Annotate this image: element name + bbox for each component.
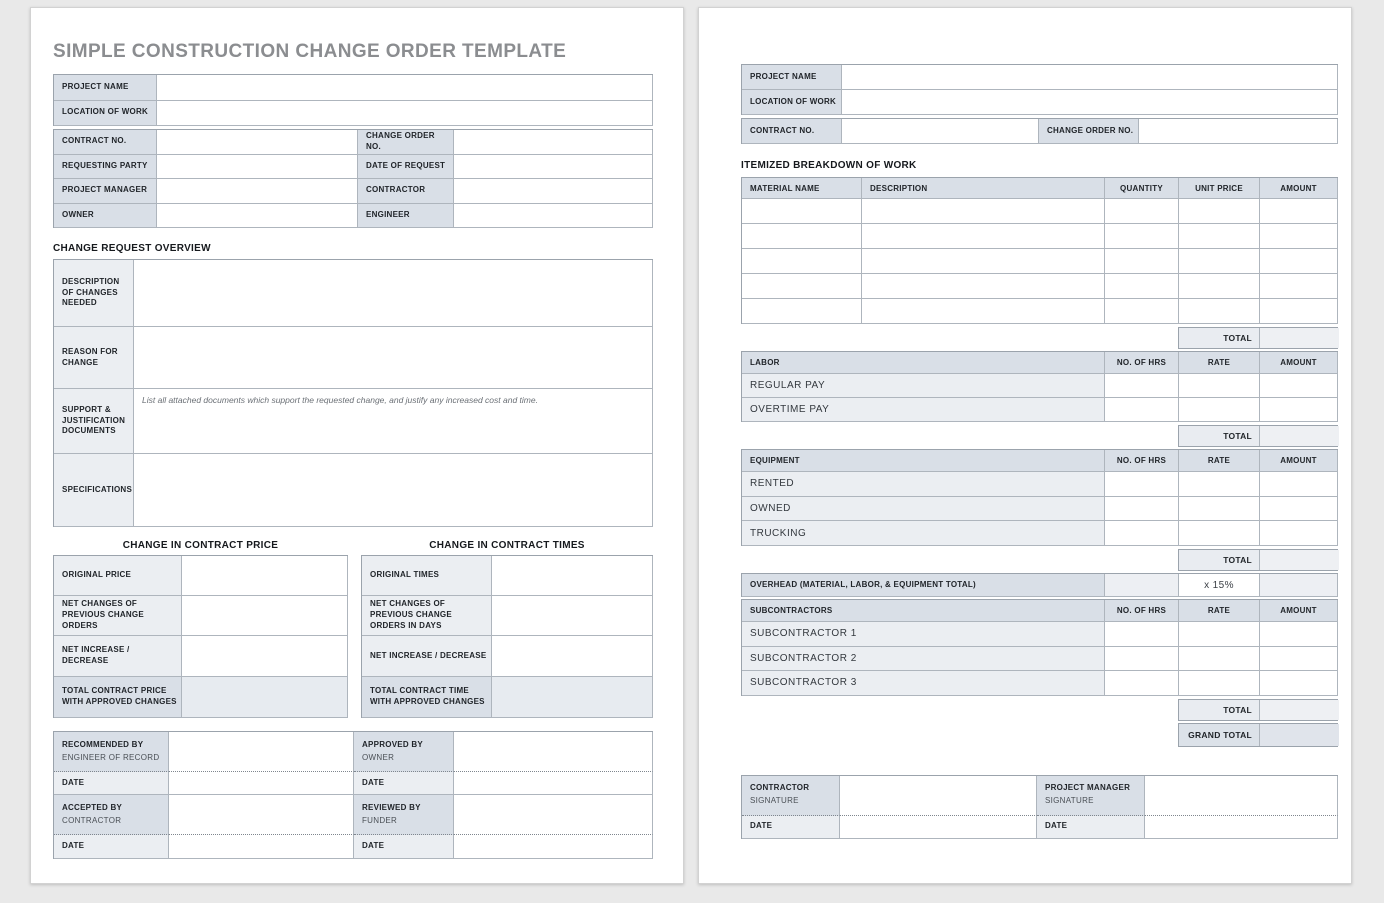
row-label: OWNED (742, 497, 1105, 522)
label-cell: RECOMMENDED BY ENGINEER OF RECORD (54, 732, 169, 772)
input-cell-grand-total[interactable] (1260, 724, 1339, 746)
column-header: QUANTITY (1105, 178, 1179, 199)
section-header: LABOR (742, 352, 1105, 374)
document-page-2 (698, 7, 1352, 884)
input-cell-labor-total[interactable] (1260, 426, 1339, 446)
label-cell: NET CHANGES OF PREVIOUS CHANGE ORDERS (54, 596, 182, 636)
label-cell: CONTRACTOR (358, 179, 454, 204)
input-cell[interactable] (1179, 224, 1260, 249)
change-request-overview-table (53, 259, 653, 527)
row-label: SUBCONTRACTOR 2 (742, 647, 1105, 672)
column-header: NO. OF HRS (1105, 352, 1179, 374)
input-cell[interactable] (1179, 299, 1260, 324)
input-cell[interactable] (1105, 299, 1179, 324)
input-cell[interactable] (1179, 647, 1260, 672)
input-cell-total-contract-time[interactable] (492, 677, 653, 718)
input-cell-contract-no[interactable] (157, 130, 358, 155)
input-cell-original-times[interactable] (492, 556, 653, 596)
label-cell: DATE (54, 835, 169, 859)
section-heading-change-in-contract-price: CHANGE IN CONTRACT PRICE (122, 540, 279, 551)
input-cell-subcontractors-total[interactable] (1260, 700, 1339, 720)
input-cell[interactable] (1260, 622, 1338, 647)
input-cell-date-of-request[interactable] (454, 155, 653, 180)
input-cell-net-increase-times[interactable] (492, 636, 653, 677)
label-cell: PROJECT NAME (54, 75, 157, 101)
section-heading-change-in-contract-times: CHANGE IN CONTRACT TIMES (429, 540, 585, 551)
column-header: RATE (1179, 352, 1260, 374)
total-label: TOTAL (1179, 550, 1260, 570)
label-cell: NET INCREASE / DECREASE (54, 636, 182, 677)
label-cell: APPROVED BY OWNER (354, 732, 454, 772)
input-cell-description-of-changes[interactable] (134, 260, 653, 327)
input-cell[interactable] (742, 199, 862, 224)
input-cell[interactable] (1179, 497, 1260, 522)
column-header: MATERIAL NAME (742, 178, 862, 199)
input-cell-total-contract-price[interactable] (182, 677, 348, 718)
input-cell[interactable] (742, 249, 862, 274)
input-cell[interactable] (1179, 671, 1260, 696)
label-cell: CONTRACTOR SIGNATURE (742, 776, 840, 816)
label-cell: REASON FOR CHANGE (54, 327, 134, 389)
label-cell: LOCATION OF WORK (742, 90, 842, 115)
input-cell[interactable] (1260, 497, 1338, 522)
label-cell: CHANGE ORDER NO. (1039, 119, 1139, 144)
input-cell-owner[interactable] (157, 204, 358, 229)
input-cell-date[interactable] (169, 772, 354, 795)
column-header: RATE (1179, 600, 1260, 622)
column-header: DESCRIPTION (862, 178, 1105, 199)
input-cell[interactable] (862, 224, 1105, 249)
overhead-row (741, 573, 1338, 597)
column-header: UNIT PRICE (1179, 178, 1260, 199)
label-cell: LOCATION OF WORK (54, 101, 157, 127)
grand-total-row (1178, 723, 1338, 747)
input-cell[interactable] (862, 274, 1105, 299)
label-cell: REQUESTING PARTY (54, 155, 157, 180)
input-cell-recommended-by-signature[interactable] (169, 732, 354, 772)
label-cell: CONTRACT NO. (54, 130, 157, 155)
input-cell-engineer[interactable] (454, 204, 653, 229)
labor-total-row (1178, 425, 1338, 447)
input-cell-date[interactable] (169, 835, 354, 859)
label-cell: OWNER (54, 204, 157, 229)
column-header: AMOUNT (1260, 600, 1338, 622)
input-cell[interactable] (1179, 199, 1260, 224)
input-cell[interactable] (1105, 472, 1179, 497)
input-cell[interactable] (1179, 374, 1260, 398)
input-cell-contract-no[interactable] (842, 119, 1039, 144)
input-cell[interactable] (1260, 299, 1338, 324)
input-cell-reason-for-change[interactable] (134, 327, 653, 389)
input-cell[interactable] (1260, 521, 1338, 546)
subcontractors-total-row (1178, 699, 1338, 721)
input-cell-net-increase-price[interactable] (182, 636, 348, 677)
equipment-total-row (1178, 549, 1338, 571)
contract-info-table (53, 129, 653, 228)
column-header: NO. OF HRS (1105, 600, 1179, 622)
label-cell: DATE (742, 816, 840, 839)
input-cell-requesting-party[interactable] (157, 155, 358, 180)
input-cell-change-order-no[interactable] (454, 130, 653, 155)
input-cell-change-order-no[interactable] (1139, 119, 1338, 144)
contract-info-table (741, 118, 1338, 144)
input-cell-accepted-by-signature[interactable] (169, 795, 354, 835)
label-cell: PROJECT MANAGER (54, 179, 157, 204)
input-cell[interactable] (1105, 374, 1179, 398)
label-cell: CONTRACT NO. (742, 119, 842, 144)
materials-total-row (1178, 327, 1338, 349)
input-cell[interactable] (862, 249, 1105, 274)
section-header: EQUIPMENT (742, 450, 1105, 472)
input-cell[interactable] (1260, 647, 1338, 672)
label-cell: NET CHANGES OF PREVIOUS CHANGE ORDERS IN DAYS (362, 596, 492, 636)
input-cell[interactable] (1179, 249, 1260, 274)
input-cell[interactable] (742, 274, 862, 299)
contract-price-table (53, 555, 348, 718)
label-cell: TOTAL CONTRACT TIME WITH APPROVED CHANGES (362, 677, 492, 718)
total-label: TOTAL (1179, 426, 1260, 446)
label-cell: CHANGE ORDER NO. (358, 130, 454, 155)
label-cell: DATE (54, 772, 169, 795)
label-cell: OVERHEAD (MATERIAL, LABOR, & EQUIPMENT TOTAL) (742, 574, 1105, 597)
input-cell-reviewed-by-signature[interactable] (454, 795, 653, 835)
document-page-1 (30, 7, 684, 884)
input-cell-overhead-amount[interactable] (1260, 574, 1338, 597)
row-label: RENTED (742, 472, 1105, 497)
input-cell[interactable] (1105, 622, 1179, 647)
input-cell[interactable] (1105, 671, 1179, 696)
input-cell[interactable] (1260, 398, 1338, 422)
label-cell: ACCEPTED BY CONTRACTOR (54, 795, 169, 835)
column-header: AMOUNT (1260, 178, 1338, 199)
input-cell[interactable] (1105, 398, 1179, 422)
input-cell-equipment-total[interactable] (1260, 550, 1339, 570)
approvals-signature-table (53, 731, 653, 859)
input-cell[interactable] (1260, 249, 1338, 274)
input-cell[interactable] (1260, 224, 1338, 249)
input-cell[interactable] (1179, 622, 1260, 647)
input-cell[interactable] (862, 299, 1105, 324)
column-header: RATE (1179, 450, 1260, 472)
label-cell: ORIGINAL TIMES (362, 556, 492, 596)
column-header: AMOUNT (1260, 450, 1338, 472)
input-cell[interactable] (1260, 472, 1338, 497)
input-cell-materials-total[interactable] (1260, 328, 1339, 348)
input-cell[interactable] (742, 224, 862, 249)
section-header: SUBCONTRACTORS (742, 600, 1105, 622)
page-title: SIMPLE CONSTRUCTION CHANGE ORDER TEMPLATE (53, 41, 567, 62)
row-label: OVERTIME PAY (742, 398, 1105, 422)
row-label: SUBCONTRACTOR 3 (742, 671, 1105, 696)
input-cell-location-of-work[interactable] (842, 90, 1338, 115)
row-label: REGULAR PAY (742, 374, 1105, 398)
section-heading-itemized-breakdown: ITEMIZED BREAKDOWN OF WORK (741, 160, 917, 171)
label-cell: DESCRIPTION OF CHANGES NEEDED (54, 260, 134, 327)
equipment-table (741, 449, 1338, 546)
row-label: SUBCONTRACTOR 1 (742, 622, 1105, 647)
input-cell[interactable] (1105, 521, 1179, 546)
input-cell[interactable] (1105, 497, 1179, 522)
input-cell-net-changes-price[interactable] (182, 596, 348, 636)
input-cell[interactable] (1260, 374, 1338, 398)
overhead-rate: x 15% (1179, 574, 1260, 597)
input-cell[interactable] (862, 199, 1105, 224)
input-cell-contractor-signature[interactable] (840, 776, 1037, 816)
input-cell[interactable] (1105, 274, 1179, 299)
label-cell: DATE (354, 772, 454, 795)
input-cell[interactable] (1260, 274, 1338, 299)
label-cell: NET INCREASE / DECREASE (362, 636, 492, 677)
label-cell: REVIEWED BY FUNDER (354, 795, 454, 835)
label-cell: ORIGINAL PRICE (54, 556, 182, 596)
label-cell: DATE (354, 835, 454, 859)
input-cell-date[interactable] (454, 772, 653, 795)
input-cell[interactable] (1179, 274, 1260, 299)
label-cell: SPECIFICATIONS (54, 454, 134, 527)
input-cell-project-manager[interactable] (157, 179, 358, 204)
input-cell[interactable] (1179, 398, 1260, 422)
instruction-note: List all attached documents which support the requested change, and justify any increased cost and time. (142, 395, 538, 405)
column-header: NO. OF HRS (1105, 450, 1179, 472)
input-cell-original-price[interactable] (182, 556, 348, 596)
input-cell[interactable] (1179, 521, 1260, 546)
input-cell-approved-by-signature[interactable] (454, 732, 653, 772)
input-cell[interactable] (1179, 472, 1260, 497)
label-cell: PROJECT NAME (742, 65, 842, 90)
total-label: TOTAL (1179, 700, 1260, 720)
label-cell: TOTAL CONTRACT PRICE WITH APPROVED CHANGES (54, 677, 182, 718)
subcontractors-table (741, 599, 1338, 696)
input-cell-project-name[interactable] (157, 75, 653, 101)
row-label: TRUCKING (742, 521, 1105, 546)
project-info-table (741, 64, 1338, 115)
contract-times-table (361, 555, 653, 718)
input-cell[interactable] (1105, 199, 1179, 224)
input-cell-net-changes-times[interactable] (492, 596, 653, 636)
input-cell-date[interactable] (1145, 816, 1338, 839)
input-cell-project-name[interactable] (842, 65, 1338, 90)
signature-table (741, 775, 1338, 839)
label-cell: ENGINEER (358, 204, 454, 229)
input-cell-date[interactable] (454, 835, 653, 859)
input-cell-support-documents[interactable] (134, 389, 653, 454)
input-cell[interactable] (1105, 647, 1179, 672)
label-cell: SUPPORT & JUSTIFICATION DOCUMENTS (54, 389, 134, 454)
input-cell[interactable] (1105, 249, 1179, 274)
input-cell-specifications[interactable] (134, 454, 653, 527)
total-label: TOTAL (1179, 328, 1260, 348)
input-cell-location-of-work[interactable] (157, 101, 653, 127)
input-cell[interactable] (1260, 671, 1338, 696)
label-cell: DATE OF REQUEST (358, 155, 454, 180)
labor-table (741, 351, 1338, 422)
section-heading-change-request-overview: CHANGE REQUEST OVERVIEW (53, 243, 211, 254)
grand-total-label: GRAND TOTAL (1179, 724, 1260, 746)
label-cell: DATE (1037, 816, 1145, 839)
column-header: AMOUNT (1260, 352, 1338, 374)
project-info-table (53, 74, 653, 126)
input-cell-date[interactable] (840, 816, 1037, 839)
materials-table (741, 177, 1338, 324)
input-cell[interactable] (1105, 224, 1179, 249)
input-cell-project-manager-signature[interactable] (1145, 776, 1338, 816)
input-cell[interactable] (1260, 199, 1338, 224)
spacer-cell (1105, 574, 1179, 597)
label-cell: PROJECT MANAGER SIGNATURE (1037, 776, 1145, 816)
input-cell-contractor[interactable] (454, 179, 653, 204)
input-cell[interactable] (742, 299, 862, 324)
